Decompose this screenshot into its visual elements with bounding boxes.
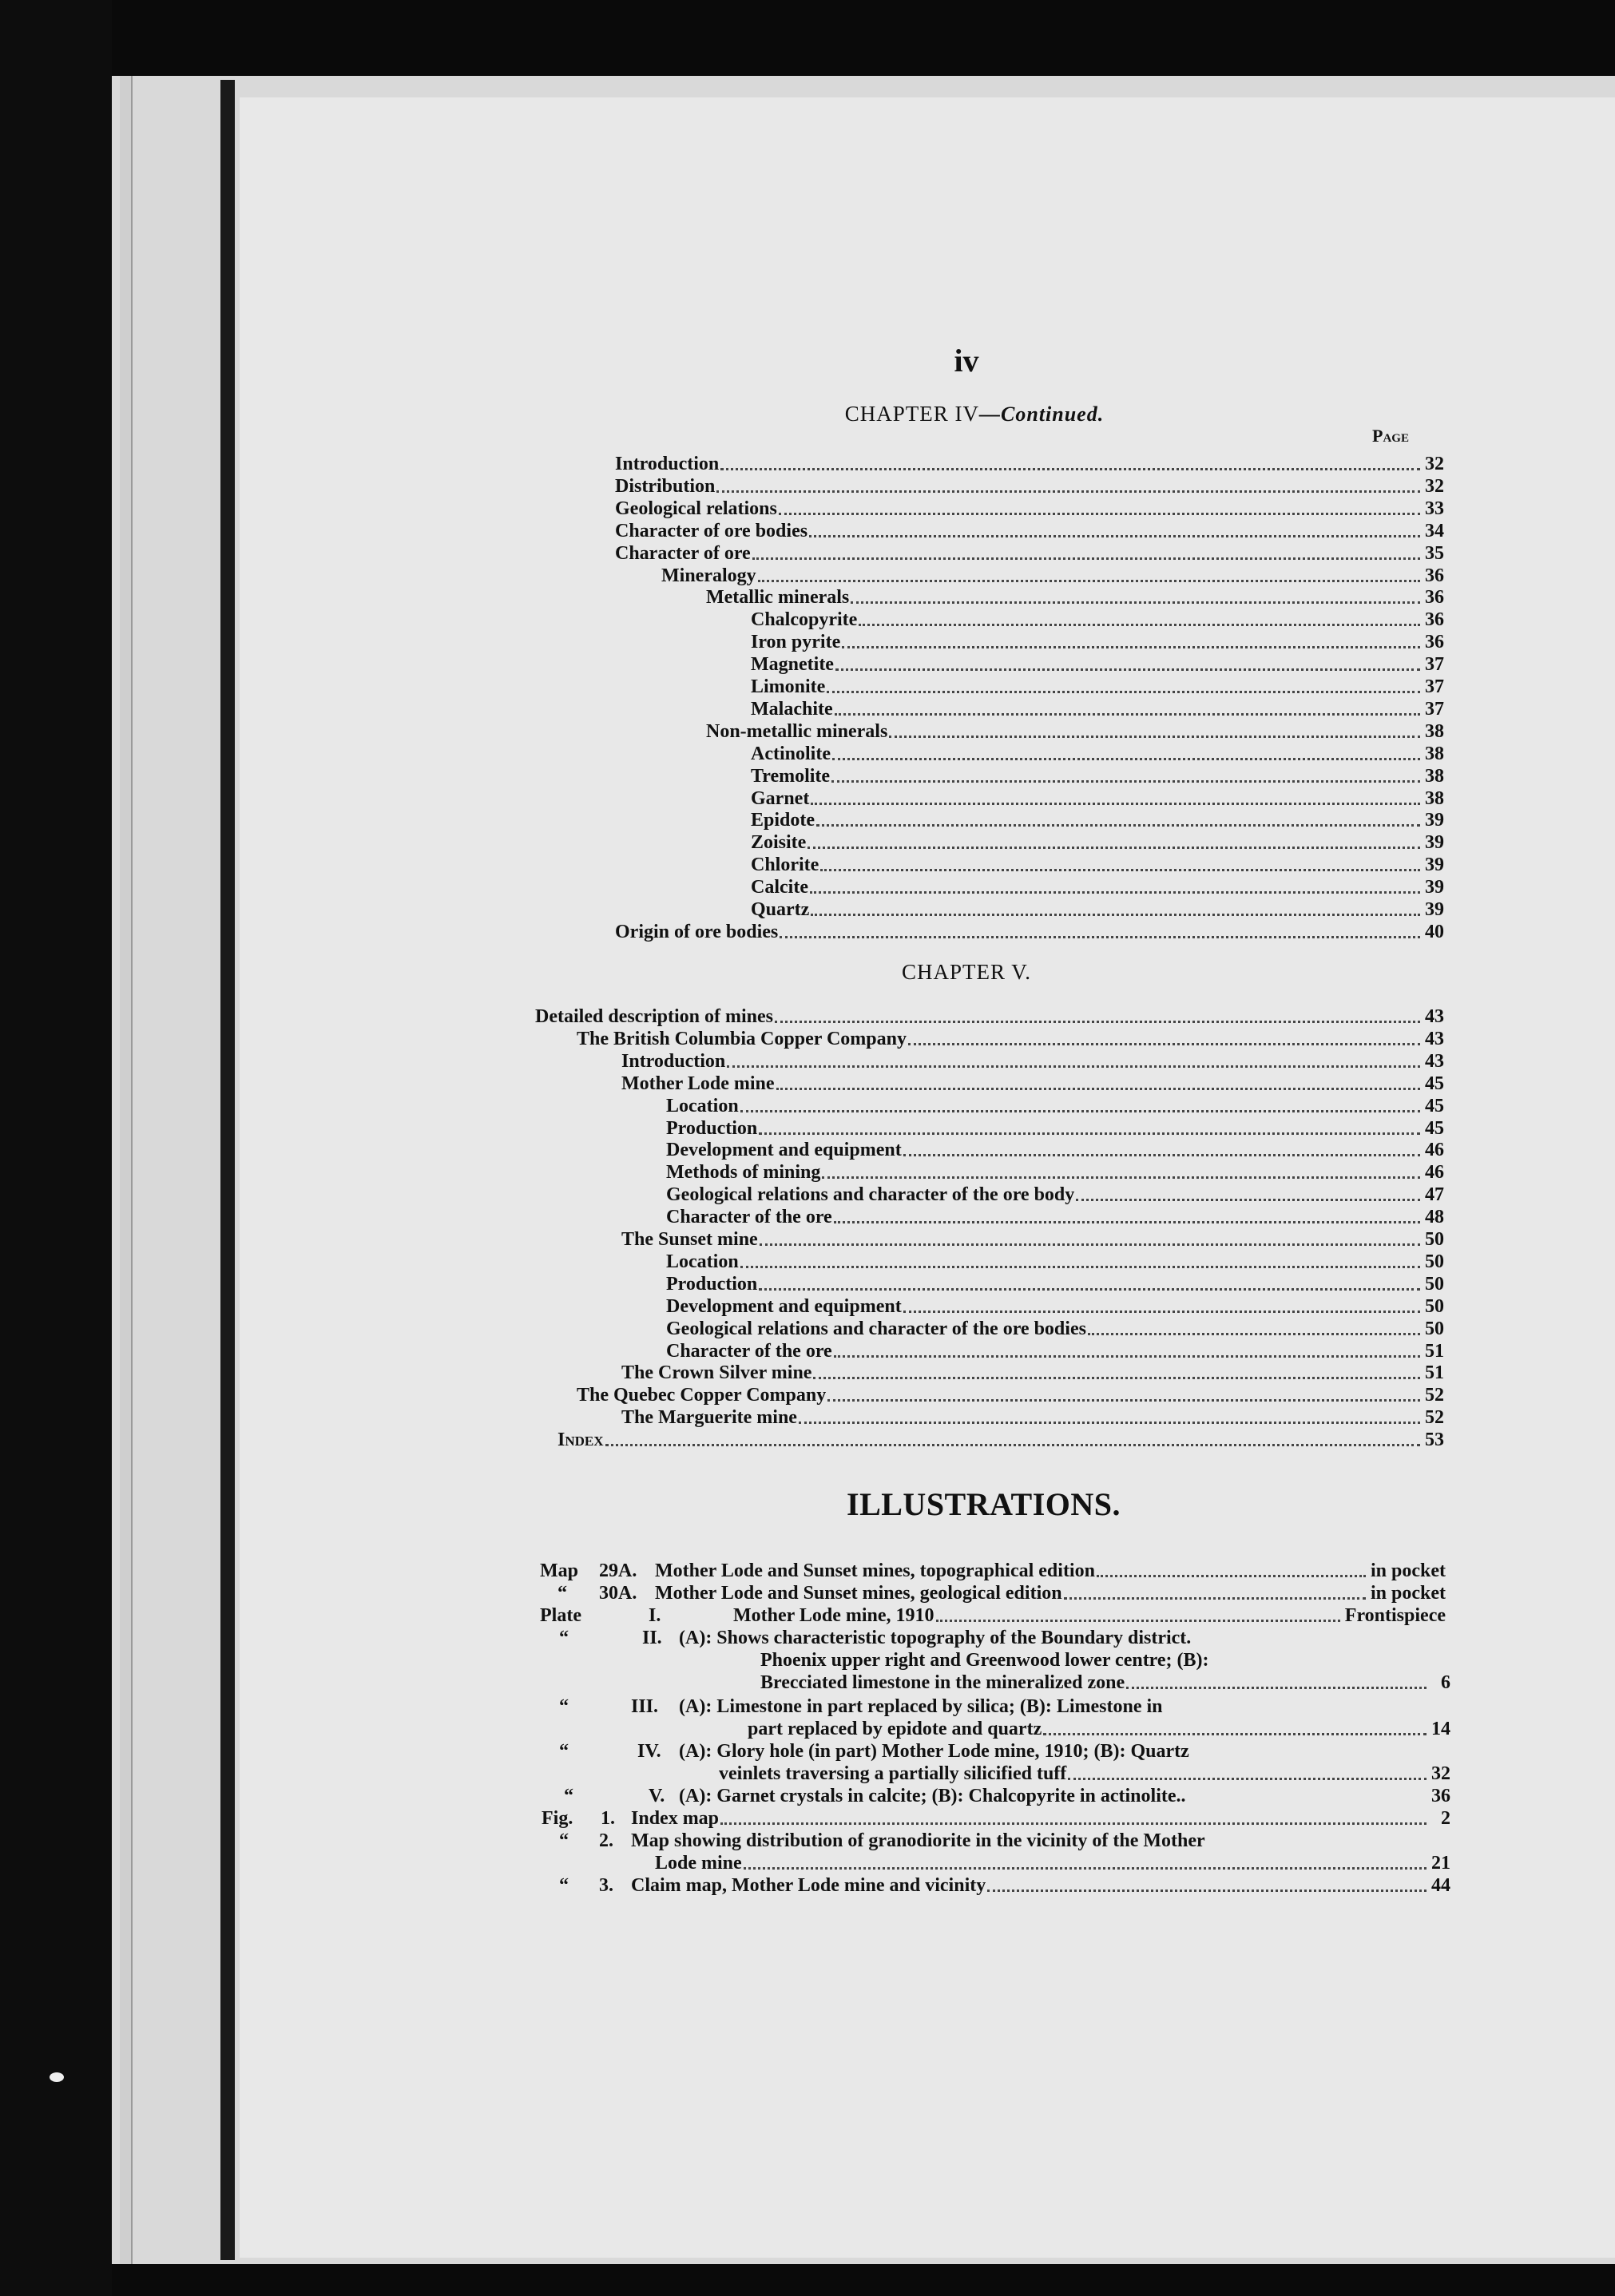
dot-leader <box>716 476 1420 493</box>
toc-entry-label: The Quebec Copper Company <box>577 1385 827 1406</box>
dot-leader <box>889 721 1420 738</box>
dot-leader <box>835 699 1420 716</box>
toc-entry <box>666 1251 1444 1274</box>
toc-entry-page: 37 <box>1425 676 1444 697</box>
dot-leader <box>813 1362 1420 1379</box>
dot-leader <box>799 1407 1420 1424</box>
ditto-mark: “ <box>559 1696 569 1717</box>
map-number: 29A. <box>599 1560 637 1581</box>
toc-entry-label: Character of the ore <box>666 1340 832 1362</box>
illustrations-title: ILLUSTRATIONS. <box>847 1486 1121 1522</box>
toc-entry-page: 39 <box>1425 855 1444 876</box>
dot-leader <box>775 1006 1420 1023</box>
ditto-mark: “ <box>564 1786 573 1806</box>
toc-entry-label: Magnetite <box>751 654 834 676</box>
illustration-page: 6 <box>1441 1672 1450 1693</box>
toc-entry-page: 36 <box>1425 587 1444 609</box>
illustration-page: 2 <box>1441 1808 1450 1829</box>
ditto-mark: “ <box>559 1628 569 1648</box>
dot-leader <box>903 1140 1420 1156</box>
toc-entry <box>535 1006 1444 1029</box>
illustration-entry <box>655 1583 1446 1605</box>
toc-entry <box>615 498 1444 521</box>
toc-entry <box>615 521 1444 543</box>
illustration-label: Mother Lode mine, 1910 <box>733 1605 934 1626</box>
toc-entry <box>666 1341 1444 1363</box>
toc-entry <box>666 1274 1444 1296</box>
toc-entry-label: Index <box>558 1430 604 1451</box>
illustration-page: 21 <box>1431 1853 1450 1874</box>
dot-leader <box>760 1229 1420 1246</box>
toc-entry-page: 45 <box>1425 1073 1444 1094</box>
dot-leader <box>740 1251 1420 1268</box>
illustration-entry <box>679 1786 1450 1808</box>
toc-entry <box>666 1319 1444 1341</box>
dot-leader <box>776 1073 1420 1090</box>
toc-entry-label: The Crown Silver mine <box>621 1362 812 1384</box>
toc-entry-label: Development and equipment <box>666 1295 902 1317</box>
dot-leader <box>810 877 1420 894</box>
toc-entry-page: 39 <box>1425 810 1444 831</box>
toc-entry-page: 39 <box>1425 877 1444 898</box>
illustration-entry <box>719 1763 1450 1786</box>
scan-left-margin <box>0 0 112 2296</box>
toc-entry <box>751 899 1444 922</box>
toc-entry-page: 40 <box>1425 921 1444 942</box>
toc-entry-label: Mother Lode mine <box>621 1073 775 1094</box>
toc-entry-page: 45 <box>1425 1095 1444 1116</box>
toc-entry <box>666 1096 1444 1118</box>
toc-entry-page: 50 <box>1425 1273 1444 1295</box>
dot-leader <box>1043 1719 1427 1735</box>
figure-number: 2. <box>599 1830 613 1851</box>
dot-leader <box>720 1808 1427 1825</box>
toc-entry-page: 50 <box>1425 1229 1444 1250</box>
toc-entry <box>621 1407 1444 1430</box>
illustration-entry <box>631 1808 1450 1830</box>
dot-leader <box>908 1029 1420 1045</box>
dot-leader <box>820 855 1420 871</box>
figure-number: 1. <box>601 1808 615 1829</box>
toc-entry-label: Introduction <box>615 454 720 474</box>
toc-entry-label: Geological relations and character of the ore bodies <box>666 1318 1086 1339</box>
toc-entry-page: 39 <box>1425 832 1444 854</box>
toc-entry <box>666 1162 1444 1184</box>
toc-entry-label: Production <box>666 1273 758 1295</box>
figure-number: 3. <box>599 1875 613 1896</box>
toc-entry-page: 52 <box>1425 1407 1444 1429</box>
toc-entry-label: Origin of ore bodies <box>615 921 779 942</box>
dot-leader <box>834 1207 1420 1223</box>
toc-entry-label: Malachite <box>751 698 833 720</box>
dot-leader <box>779 498 1420 515</box>
ditto-mark: “ <box>559 1875 569 1896</box>
toc-entry <box>751 810 1444 832</box>
toc-entry-label: The British Columbia Copper Company <box>577 1028 907 1049</box>
toc-entry-page: 48 <box>1425 1207 1444 1228</box>
toc-entry <box>751 877 1444 899</box>
dot-leader <box>1064 1583 1366 1600</box>
toc-entry-label: Metallic minerals <box>706 587 850 609</box>
page-binding <box>220 80 235 2260</box>
toc-entry-page: 35 <box>1425 542 1444 564</box>
toc-entry-page: 37 <box>1425 698 1444 720</box>
illustration-location: in pocket <box>1370 1583 1446 1604</box>
toc-entry-page: 50 <box>1425 1318 1444 1339</box>
illustration-entry <box>655 1853 1450 1875</box>
toc-entry <box>751 654 1444 676</box>
illustration-label: Mother Lode and Sunset mines, topographical edition <box>655 1560 1095 1581</box>
page-edge <box>120 76 133 2264</box>
toc-entry-label: Distribution <box>615 475 716 497</box>
dot-leader <box>831 766 1420 783</box>
toc-entry-page: 38 <box>1425 743 1444 764</box>
illustration-page: 36 <box>1431 1786 1450 1806</box>
dot-leader <box>832 744 1420 760</box>
figure-prefix: Fig. <box>542 1808 573 1829</box>
dot-leader <box>1126 1672 1427 1689</box>
toc-entry-label: Limonite <box>751 676 826 697</box>
toc-entry-page: 47 <box>1425 1184 1444 1206</box>
map-number: 30A. <box>599 1583 637 1604</box>
toc-entry-label: Epidote <box>751 810 815 831</box>
toc-entry <box>751 855 1444 877</box>
chapter-5-heading: CHAPTER V. <box>901 960 1032 984</box>
toc-entry-label: Non-metallic minerals <box>706 720 888 742</box>
illustration-entry <box>760 1672 1450 1695</box>
toc-entry-page: 32 <box>1425 454 1444 474</box>
toc-entry <box>621 1362 1444 1385</box>
toc-entry <box>621 1229 1444 1251</box>
toc-entry-page: 33 <box>1425 498 1444 519</box>
toc-entry-page: 43 <box>1425 1028 1444 1049</box>
toc-entry-label: Methods of mining <box>666 1162 821 1184</box>
dot-leader <box>727 1051 1420 1068</box>
toc-entry <box>751 744 1444 766</box>
ditto-mark: “ <box>559 1830 569 1851</box>
toc-entry-page: 43 <box>1425 1050 1444 1072</box>
toc-entry <box>751 676 1444 699</box>
ditto-mark: “ <box>559 1741 569 1762</box>
illustration-page: 32 <box>1431 1763 1450 1784</box>
dot-leader <box>759 1274 1420 1291</box>
toc-entry-page: 38 <box>1425 765 1444 787</box>
dot-leader <box>1188 1786 1427 1800</box>
map-prefix: Map <box>540 1560 578 1581</box>
toc-entry-page: 50 <box>1425 1251 1444 1272</box>
illustration-label: Claim map, Mother Lode mine and vicinity <box>631 1875 986 1896</box>
dot-leader <box>720 454 1420 470</box>
scan-speck <box>50 2072 64 2082</box>
toc-entry <box>577 1385 1444 1407</box>
dot-leader <box>752 543 1420 560</box>
illustration-label: veinlets traversing a partially silicified tuff <box>719 1763 1067 1784</box>
toc-entry-label: Geological relations and character of the ore body <box>666 1184 1075 1206</box>
toc-entry-label: Production <box>666 1117 758 1139</box>
toc-entry-page: 52 <box>1425 1385 1444 1406</box>
page-number: iv <box>954 343 979 379</box>
toc-entry <box>706 721 1444 744</box>
toc-entry-label: Location <box>666 1095 739 1116</box>
dot-leader <box>758 565 1420 582</box>
toc-entry-page: 37 <box>1425 654 1444 676</box>
illustration-label: Index map <box>631 1808 720 1829</box>
toc-entry-label: The Sunset mine <box>621 1229 758 1250</box>
toc-entry <box>666 1296 1444 1319</box>
dot-leader <box>827 1385 1420 1402</box>
toc-entry <box>621 1051 1444 1073</box>
dot-leader <box>987 1875 1427 1892</box>
toc-entry-page: 45 <box>1425 1117 1444 1139</box>
plate-number: II. <box>642 1628 662 1648</box>
toc-entry-page: 46 <box>1425 1162 1444 1184</box>
illustration-text: (A): Shows characteristic topography of the Boundary district. <box>679 1628 1192 1648</box>
toc-entry-page: 43 <box>1425 1006 1444 1027</box>
toc-entry <box>751 766 1444 788</box>
dot-leader <box>903 1296 1420 1313</box>
illustration-entry <box>748 1719 1450 1741</box>
toc-entry <box>751 632 1444 654</box>
dot-leader <box>1097 1560 1366 1577</box>
illustration-label: (A): Garnet crystals in calcite; (B): Chalcopyrite in actinolite.. <box>679 1786 1186 1806</box>
toc-entry-page: 39 <box>1425 899 1444 920</box>
page-column-label: Page <box>1372 426 1409 446</box>
ditto-mark: “ <box>558 1583 567 1604</box>
toc-entry <box>666 1184 1444 1207</box>
illustration-text: Phoenix upper right and Greenwood lower centre; (B): <box>760 1650 1209 1671</box>
toc-entry <box>558 1430 1444 1452</box>
toc-entry-page: 50 <box>1425 1295 1444 1317</box>
toc-entry-label: Chlorite <box>751 855 819 876</box>
illustration-page: 14 <box>1431 1719 1450 1739</box>
illustration-label: part replaced by epidote and quartz <box>748 1719 1042 1739</box>
illustration-label: Lode mine <box>655 1853 742 1874</box>
toc-entry-page: 46 <box>1425 1140 1444 1161</box>
toc-entry-label: Detailed description of mines <box>535 1006 773 1027</box>
illustration-text: Map showing distribution of granodiorite in the vicinity of the Mother <box>631 1830 1205 1851</box>
plate-number: IV. <box>637 1741 661 1762</box>
toc-entry-page: 51 <box>1425 1362 1444 1384</box>
toc-entry-label: Character of the ore <box>666 1207 832 1228</box>
plate-prefix: Plate <box>540 1605 581 1626</box>
illustration-entry <box>655 1560 1446 1583</box>
toc-entry <box>661 565 1444 588</box>
toc-entry-page: 38 <box>1425 787 1444 809</box>
dot-leader <box>936 1605 1340 1622</box>
toc-entry <box>751 699 1444 721</box>
toc-entry <box>577 1029 1444 1051</box>
toc-entry-label: Chalcopyrite <box>751 609 858 631</box>
toc-entry <box>706 587 1444 609</box>
toc-entry-label: Introduction <box>621 1050 726 1072</box>
toc-entry-label: Mineralogy <box>661 565 756 586</box>
toc-entry-page: 34 <box>1425 520 1444 541</box>
toc-entry-label: Garnet <box>751 787 810 809</box>
plate-number: I. <box>649 1605 661 1626</box>
toc-entry-label: Location <box>666 1251 739 1272</box>
illustration-label: Brecciated limestone in the mineralized zone <box>760 1672 1125 1693</box>
dot-leader <box>740 1096 1420 1112</box>
plate-number: V. <box>649 1786 665 1806</box>
dot-leader <box>811 788 1420 805</box>
dot-leader <box>822 1162 1420 1179</box>
dot-leader <box>744 1853 1427 1870</box>
toc-entry-label: The Marguerite mine <box>621 1407 797 1429</box>
toc-entry-page: 53 <box>1425 1430 1444 1451</box>
toc-entry-label: Quartz <box>751 899 810 920</box>
toc-entry-label: Character of ore bodies <box>615 520 808 541</box>
toc-entry <box>615 922 1444 944</box>
dot-leader <box>859 609 1420 626</box>
chapter-4-title: CHAPTER IV <box>844 402 980 426</box>
dot-leader <box>834 1341 1420 1358</box>
toc-entry-label: Actinolite <box>751 743 831 764</box>
illustration-location: in pocket <box>1370 1560 1446 1581</box>
chapter-4-heading <box>799 402 1150 426</box>
toc-entry <box>666 1118 1444 1140</box>
toc-entry <box>666 1207 1444 1229</box>
toc-entry-page: 32 <box>1425 475 1444 497</box>
illustration-entry <box>733 1605 1446 1628</box>
toc-entry <box>615 454 1444 476</box>
dot-leader <box>1068 1763 1427 1780</box>
toc-entry <box>666 1140 1444 1162</box>
dot-leader <box>835 654 1420 671</box>
dot-leader <box>780 922 1420 938</box>
toc-entry-label: Iron pyrite <box>751 632 841 653</box>
toc-entry <box>751 788 1444 811</box>
illustration-entry <box>631 1875 1450 1897</box>
toc-entry-page: 36 <box>1425 609 1444 631</box>
dot-leader <box>759 1118 1420 1135</box>
illustration-label: Mother Lode and Sunset mines, geological edition <box>655 1583 1062 1604</box>
toc-entry-page: 36 <box>1425 632 1444 653</box>
toc-entry-label: Character of ore <box>615 542 751 564</box>
toc-entry-page: 36 <box>1425 565 1444 586</box>
plate-number: III. <box>631 1696 659 1717</box>
dot-leader <box>1088 1319 1420 1335</box>
dot-leader <box>816 810 1420 827</box>
dot-leader <box>851 587 1420 604</box>
toc-entry <box>615 543 1444 565</box>
toc-entry <box>615 476 1444 498</box>
dot-leader <box>842 632 1420 648</box>
dot-leader <box>809 521 1420 537</box>
dot-leader <box>605 1430 1420 1446</box>
dot-leader <box>1076 1184 1420 1201</box>
dot-leader <box>827 676 1420 693</box>
toc-entry <box>621 1073 1444 1096</box>
toc-entry-label: Tremolite <box>751 765 831 787</box>
illustration-page: 44 <box>1431 1875 1450 1896</box>
dot-leader <box>811 899 1420 916</box>
toc-entry-label: Development and equipment <box>666 1140 902 1161</box>
toc-entry-label: Calcite <box>751 877 808 898</box>
toc-entry-page: 51 <box>1425 1340 1444 1362</box>
toc-entry <box>751 832 1444 855</box>
toc-entry <box>751 609 1444 632</box>
dot-leader <box>808 832 1420 849</box>
chapter-4-continued: —Continued. <box>979 402 1105 426</box>
toc-entry-label: Geological relations <box>615 498 777 519</box>
toc-entry-label: Zoisite <box>751 832 807 854</box>
illustration-location: Frontispiece <box>1344 1605 1446 1626</box>
illustration-text: (A): Limestone in part replaced by silica; (B): Limestone in <box>679 1696 1163 1717</box>
illustration-text: (A): Glory hole (in part) Mother Lode mine, 1910; (B): Quartz <box>679 1741 1189 1762</box>
toc-entry-page: 38 <box>1425 720 1444 742</box>
